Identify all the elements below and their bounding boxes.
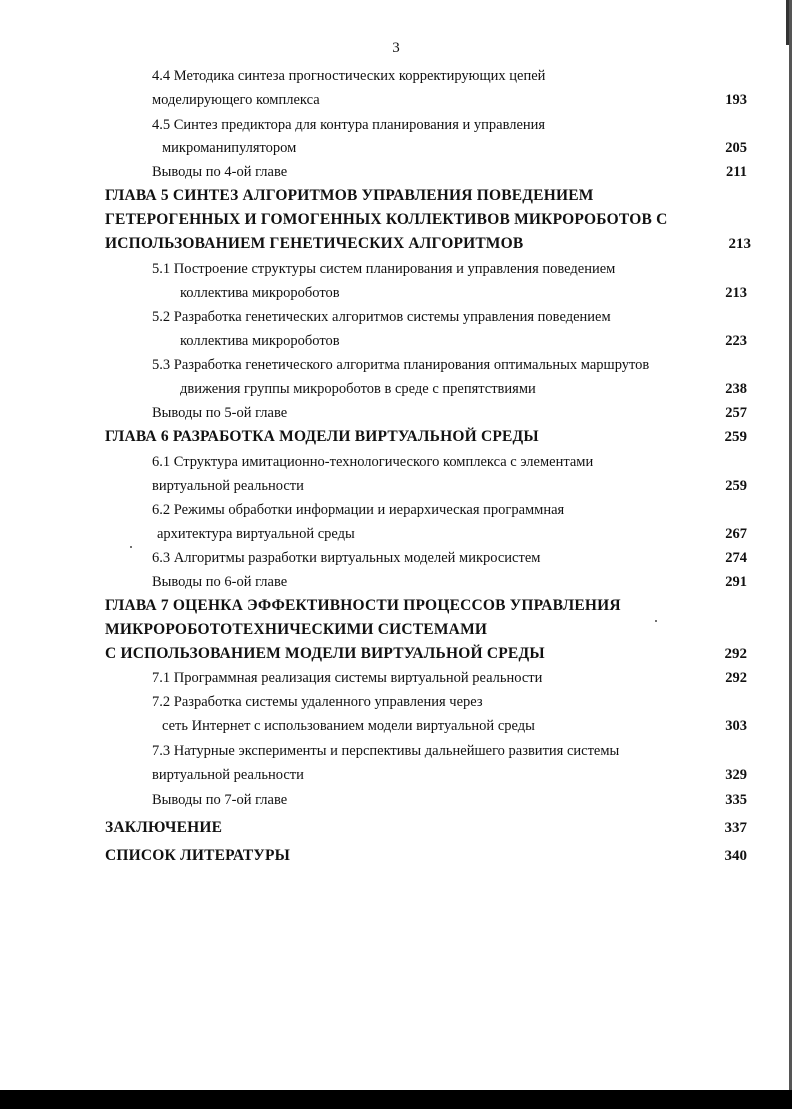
toc-entry	[0, 162, 792, 182]
toc-entry-page: 291	[725, 574, 747, 590]
toc-entry-text: движения группы микророботов в среде с препятствиями	[180, 381, 536, 397]
toc-entry	[0, 548, 792, 568]
toc-chapter-heading	[0, 620, 792, 640]
toc-entry	[0, 115, 792, 135]
toc-chapter-text: ГЛАВА 7 ОЦЕНКА ЭФФЕКТИВНОСТИ ПРОЦЕССОВ УПРАВЛЕНИЯ	[105, 597, 621, 614]
toc-entry-text: 5.1 Построение структуры систем планирования и управления поведением	[152, 261, 616, 277]
toc-entry-text: 6.2 Режимы обработки информации и иерархическая программная	[152, 502, 565, 518]
toc-entry-page: 337	[724, 820, 747, 836]
toc-chapter-text: С ИСПОЛЬЗОВАНИЕМ МОДЕЛИ ВИРТУАЛЬНОЙ СРЕДЫ	[105, 645, 545, 662]
toc-entry-text: виртуальной реальности	[152, 767, 304, 783]
toc-entry-text: сеть Интернет с использованием модели виртуальной среды	[162, 718, 535, 734]
toc-entry-text: Выводы по 5-ой главе	[152, 405, 288, 421]
toc-entry-text: Выводы по 6-ой главе	[152, 574, 288, 590]
toc-entry	[0, 138, 792, 158]
toc-entry-text: 4.5 Синтез предиктора для контура планирования и управления	[152, 117, 546, 133]
scan-speck	[655, 620, 657, 622]
toc-entry-text: 7.1 Программная реализация системы виртуальной реальности	[152, 670, 543, 686]
page-number: 3	[392, 40, 400, 56]
toc-entry	[0, 379, 792, 399]
toc-entry-page: 205	[725, 140, 747, 156]
toc-chapter-heading	[0, 210, 792, 230]
toc-chapter-text: ГЕТЕРОГЕННЫХ И ГОМОГЕННЫХ КОЛЛЕКТИВОВ МИКРОРОБОТОВ С	[105, 211, 668, 228]
toc-chapter-text: ГЛАВА 6 РАЗРАБОТКА МОДЕЛИ ВИРТУАЛЬНОЙ СРЕДЫ	[105, 428, 539, 445]
toc-entry-page: 335	[725, 792, 747, 808]
toc-entry	[0, 90, 792, 110]
toc-entry-text: Выводы по 7-ой главе	[152, 792, 288, 808]
toc-chapter-heading	[0, 846, 792, 866]
toc-entry	[0, 765, 792, 785]
toc-entry-page: 329	[725, 767, 747, 783]
scan-bottom-bar	[0, 1090, 792, 1109]
toc-entry-text: микроманипулятором	[162, 140, 297, 156]
toc-entry-page: 292	[724, 646, 747, 662]
toc-entry	[0, 692, 792, 712]
toc-entry-page: 238	[725, 381, 747, 397]
toc-chapter-text: СПИСОК ЛИТЕРАТУРЫ	[105, 847, 291, 864]
toc-entry	[0, 741, 792, 761]
toc-entry-text: Выводы по 4-ой главе	[152, 164, 288, 180]
toc-chapter-heading	[0, 644, 792, 664]
toc-entry	[0, 452, 792, 472]
scan-speck	[130, 546, 132, 548]
toc-entry-page: 340	[724, 848, 747, 864]
toc-entry	[0, 259, 792, 279]
toc-entry	[0, 331, 792, 351]
toc-entry-text: коллектива микророботов	[180, 285, 340, 301]
toc-entry	[0, 790, 792, 810]
toc-entry-text: коллектива микророботов	[180, 333, 340, 349]
toc-entry	[0, 716, 792, 736]
toc-entry-page: 303	[725, 718, 747, 734]
toc-entry	[0, 403, 792, 423]
toc-entry-page: 257	[725, 405, 747, 421]
toc-entry-page: 211	[726, 164, 747, 180]
toc-entry-text: виртуальной реальности	[152, 478, 304, 494]
scan-edge-top	[786, 0, 789, 45]
toc-entry-text: 6.1 Структура имитационно-технологического комплекса с элементами	[152, 454, 594, 470]
toc-entry-text: моделирующего комплекса	[152, 92, 320, 108]
toc-entry-text: 7.3 Натурные эксперименты и перспективы дальнейшего развития системы	[152, 743, 620, 759]
toc-chapter-heading	[0, 186, 792, 206]
toc-entry	[0, 66, 792, 86]
toc-entry-text: 4.4 Методика синтеза прогностических корректирующих цепей	[152, 68, 546, 84]
toc-chapter-text: МИКРОРОБОТОТЕХНИЧЕСКИМИ СИСТЕМАМИ	[105, 621, 488, 638]
toc-entry-page: 259	[724, 429, 747, 445]
toc-chapter-heading	[0, 234, 792, 254]
toc-chapter-text: ИСПОЛЬЗОВАНИЕМ ГЕНЕТИЧЕСКИХ АЛГОРИТМОВ	[105, 235, 524, 252]
toc-entry	[0, 668, 792, 688]
toc-entry	[0, 500, 792, 520]
toc-entry	[0, 476, 792, 496]
toc-entry-page: 274	[725, 550, 747, 566]
toc-entry-text: архитектура виртуальной среды	[157, 526, 355, 542]
toc-chapter-heading	[0, 427, 792, 447]
toc-entry	[0, 572, 792, 592]
toc-entry-page: 193	[725, 92, 747, 108]
toc-entry-page: 213	[725, 285, 747, 301]
toc-entry-text: 7.2 Разработка системы удаленного управления через	[152, 694, 483, 710]
toc-chapter-text: ЗАКЛЮЧЕНИЕ	[105, 819, 223, 836]
toc-entry-text: 6.3 Алгоритмы разработки виртуальных моделей микросистем	[152, 550, 541, 566]
toc-entry-page: 223	[725, 333, 747, 349]
toc-entry	[0, 524, 792, 544]
toc-entry	[0, 307, 792, 327]
toc-chapter-heading	[0, 596, 792, 616]
toc-entry	[0, 283, 792, 303]
toc-entry	[0, 355, 792, 375]
toc-entry-page: 259	[725, 478, 747, 494]
toc-entry-text: 5.3 Разработка генетического алгоритма планирования оптимальных маршрутов	[152, 357, 650, 373]
toc-entry-page: 267	[725, 526, 747, 542]
toc-entry-text: 5.2 Разработка генетических алгоритмов системы управления поведением	[152, 309, 611, 325]
toc-chapter-heading	[0, 818, 792, 838]
toc-entry-page: 213	[728, 236, 751, 252]
toc-chapter-text: ГЛАВА 5 СИНТЕЗ АЛГОРИТМОВ УПРАВЛЕНИЯ ПОВЕДЕНИЕМ	[105, 187, 594, 204]
toc-entry-page: 292	[725, 670, 747, 686]
